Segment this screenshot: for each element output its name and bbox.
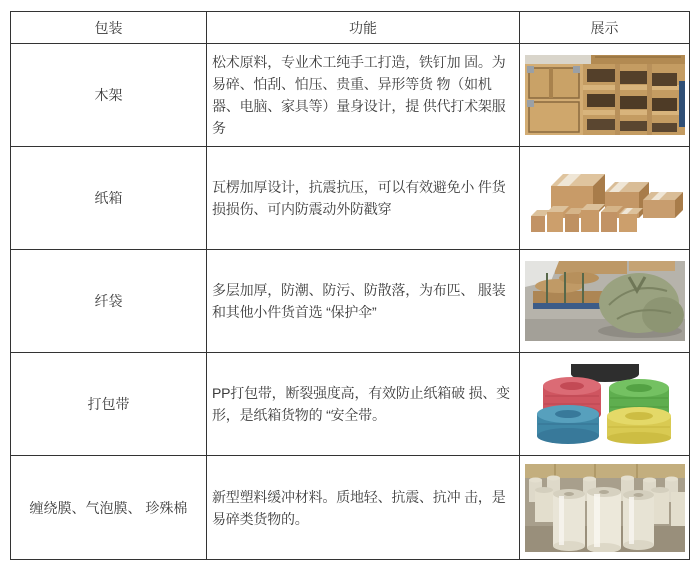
display-cell-carton <box>520 147 689 250</box>
woven-bags-photo <box>525 261 685 341</box>
packaging-cell-carton: 纸箱 <box>11 147 207 250</box>
header-cell-packaging: 包装 <box>11 12 207 44</box>
packaging-cell-strapping: 打包带 <box>11 353 207 456</box>
function-cell-wood-frame: 松术原料，专业术工纯手工打造，铁钉加 固。为易碎、怕刮、怕压、贵重、异形等货 物（如机器、电脑、家具等）量身设计，提 供代打术架服务 <box>207 44 520 147</box>
function-cell-films: 新型塑料缓冲材料。质地轻、抗震、抗冲 击，是易碎类货物的。 <box>207 456 520 559</box>
wooden-crates-photo <box>525 55 685 135</box>
display-cell-fiber-bag <box>520 250 689 353</box>
display-cell-films <box>520 456 689 559</box>
display-cell-wood-frame <box>520 44 689 147</box>
function-cell-fiber-bag: 多层加厚，防潮、防污、防散落，为布匹、 服装和其他小件货首选 “保护伞” <box>207 250 520 353</box>
header-cell-function: 功能 <box>207 12 520 44</box>
packaging-cell-wood-frame: 木架 <box>11 44 207 147</box>
function-cell-strapping: PP打包带，断裂强度高，有效防止纸箱破 损、变形，是纸箱货物的 “安全带。 <box>207 353 520 456</box>
display-cell-strapping <box>520 353 689 456</box>
header-cell-display: 展示 <box>520 12 689 44</box>
strapping-rolls-photo <box>525 364 685 444</box>
packaging-cell-fiber-bag: 纤袋 <box>11 250 207 353</box>
film-rolls-photo <box>525 464 685 552</box>
packaging-table <box>10 11 690 560</box>
cardboard-boxes-photo <box>525 158 685 238</box>
function-cell-carton: 瓦楞加厚设计，抗震抗压，可以有效避免小 件货损损伤、可内防震动外防戳穿 <box>207 147 520 250</box>
packaging-cell-films: 缠绕膜、气泡膜、 珍殊棉 <box>11 456 207 559</box>
